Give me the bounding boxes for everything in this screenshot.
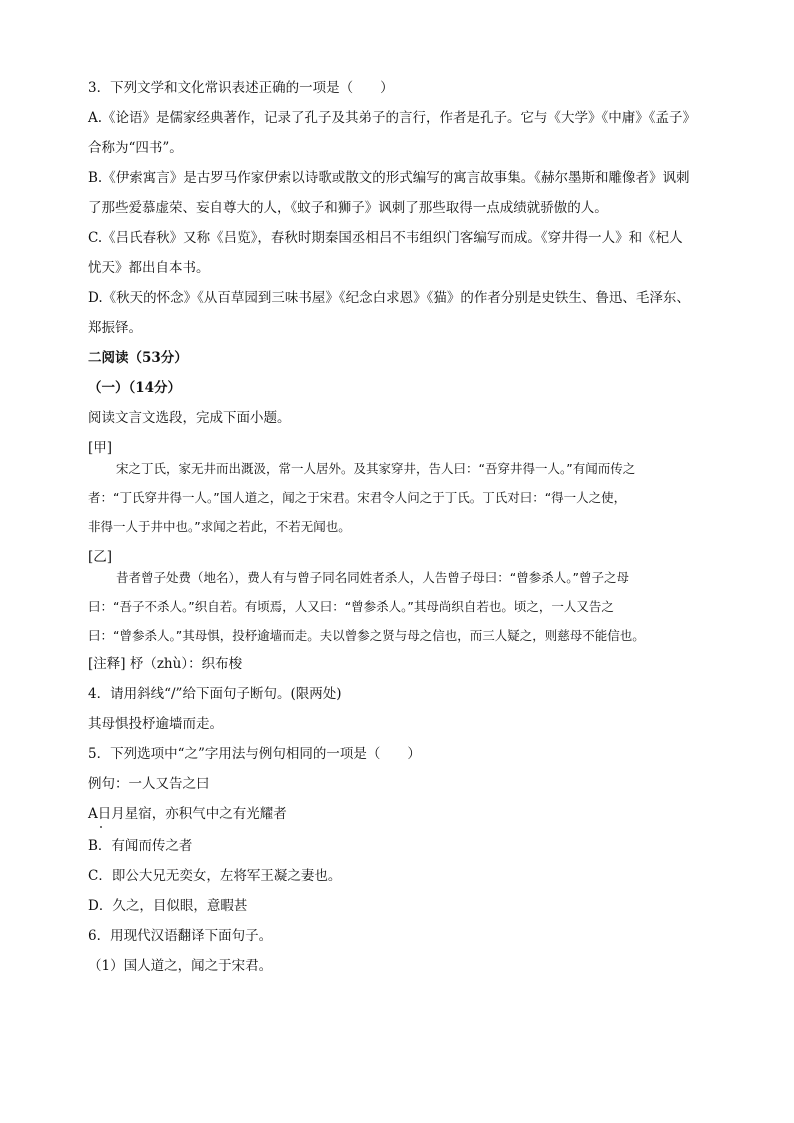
q6-sentence-1: （1）国人道之，闻之于宋君。 (88, 958, 273, 974)
q6-stem: 6．用现代汉语翻译下面句子。 (88, 928, 273, 944)
passage-jia-line1: 宋之丁氏，家无井而出溉汲，常一人居外。及其家穿井，告人曰：“吾穿井得一人。”有闻而传之 (116, 461, 636, 476)
exam-page (88, 78, 718, 976)
q3-option-d-line2: 郑振铎。 (88, 320, 142, 336)
q3-stem: 3．下列文学和文化常识表述正确的一项是（ ） (88, 80, 394, 96)
q5-stem: 5．下列选项中“之”字用法与例句相同的一项是（ ） (88, 746, 421, 762)
q4-stem: 4．请用斜线“/”给下面句子断句。(限两处) (88, 686, 342, 702)
q5-option-c: C．即公大兄无奕女，左将军王凝之妻也。 (88, 868, 342, 884)
q3-option-b-line1: B.《伊索寓言》是古罗马作家伊索以诗歌或散文的形式编写的寓言故事集。《赫尔墨斯和雕像者》讽刺 (88, 170, 690, 186)
passage-yi-note: [注释] 杼（zhù）：织布梭 (88, 656, 243, 672)
passage-jia-line2: 者：“丁氏穿井得一人。”国人道之，闻之于宋君。宋君令人问之于丁氏。丁氏对曰：“得一人之使， (88, 490, 627, 505)
passage-yi-label: [乙] (88, 549, 113, 565)
q5-option-b: B．有闻而传之者 (88, 838, 193, 854)
passage-yi-line3: 曰：“曾参杀人。”其母惧，投杼逾墙而走。夫以曾参之贤与母之信也，而三人疑之，则慈母不能信也。 (88, 628, 645, 643)
q3-option-d-line1: D.《秋天的怀念》《从百草园到三味书屋》《纪念白求恩》《猫》的作者分别是史铁生、鲁迅、毛泽东、 (88, 290, 690, 306)
q3-option-c-line2: 忧天》都出自本书。 (88, 260, 210, 276)
q3-option-a-line1: A.《论语》是儒家经典著作，记录了孔子及其弟子的言行，作者是孔子。它与《大学》《中庸》《孟子》 (88, 110, 697, 126)
q3-option-b-line2: 了那些爱慕虚荣、妄自尊大的人，《蚊子和狮子》讽刺了那些取得一点成绩就骄傲的人。 (88, 200, 608, 216)
q5-option-a: A日月星宿，亦积气中之有光耀者 (88, 806, 287, 822)
q4-sentence: 其母惧投杼逾墙而走。 (88, 716, 223, 732)
passage-jia-line3: 非得一人于井中也。”求闻之若此，不若无闻也。 (88, 519, 351, 534)
passage-jia-label: [甲] (88, 440, 113, 456)
section-title: 二阅读（53分） (88, 350, 188, 366)
reading-instruction: 阅读文言文选段，完成下面小题。 (88, 410, 291, 426)
q5-example: 例句：一人又告之曰 (88, 776, 210, 792)
q5-option-d: D．久之，目似眼，意暇甚 (88, 898, 248, 914)
subsection-title: （一）（14分） (88, 380, 182, 396)
q3-option-c-line1: C.《吕氏春秋》又称《吕览》，春秋时期秦国丞相吕不韦组织门客编写而成。《穿井得一人》和《杞人 (88, 230, 683, 246)
stray-dot-mark (100, 826, 102, 828)
passage-yi-line1: 昔者曾子处费（地名），费人有与曾子同名同姓者杀人，人告曾子母曰：“曾参杀人。”曾子之母 (116, 570, 629, 585)
q3-option-a-line2: 合称为“四书”。 (88, 140, 183, 156)
passage-yi-line2: 曰：“吾子不杀人。”织自若。有顷焉，人又曰：“曾参杀人。”其母尚织自若也。顷之，一人又告之 (88, 599, 614, 614)
